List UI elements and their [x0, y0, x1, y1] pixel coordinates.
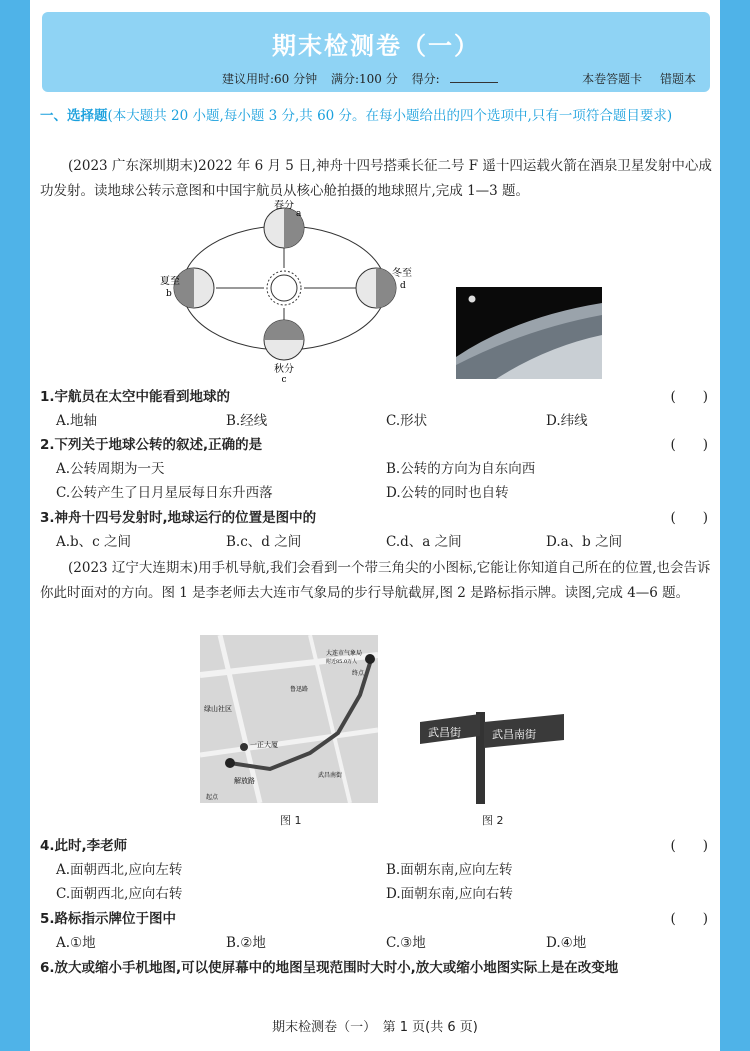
road1-label: 解放路 [234, 777, 255, 785]
dest-label: 大连市气象局 [326, 650, 363, 657]
earth-photo [456, 287, 602, 379]
answer-paren[interactable]: ( ) [670, 389, 708, 405]
summer-label: 夏至 [160, 276, 180, 287]
time-label: 建议用时:60 分钟 [222, 72, 318, 86]
intro-2: (2023 辽宁大连期末)用手机导航,我们会看到一个带三角尖的小图标,它能让你知道自己所在的位置,也会告诉你此时面对的方向。图 1 是李老师去大连市气象局的步行导航截屏,图 2 是路标指示牌。读图,完成 4—6 题。 [40, 560, 711, 601]
winter-label: 冬至 [392, 268, 412, 279]
q2-option-c[interactable]: C.公转产生了日月星辰每日东升西落 [56, 485, 273, 501]
question-stem: 5.路标指示牌位于图中 [40, 911, 177, 927]
page-footer: 期末检测卷（一） 第 1 页(共 6 页) [272, 1020, 478, 1035]
exam-info [222, 70, 508, 87]
answer-paren[interactable]: ( ) [670, 510, 708, 526]
q3-option-d[interactable]: D.a、b 之间 [546, 534, 623, 550]
section-title: 一、选择题 [40, 108, 108, 124]
question-stem: 4.此时,李老师 [40, 838, 128, 854]
road3-label: 鲁迅路 [290, 686, 309, 693]
question-stem: 1.宇航员在太空中能看到地球的 [40, 389, 231, 405]
section-header [40, 104, 716, 129]
question-2 [40, 433, 716, 457]
score-blank[interactable] [450, 72, 498, 83]
end-icon [365, 654, 375, 664]
road2-label: 武昌南街 [318, 772, 343, 779]
score-label: 满分:100 分 [330, 72, 398, 86]
question-4 [40, 834, 716, 858]
spring-letter: a [296, 209, 302, 219]
q4-option-a[interactable]: A.面朝西北,应向左转 [56, 862, 183, 878]
question-6 [40, 956, 716, 980]
answer-paren[interactable]: ( ) [670, 838, 708, 854]
earth-winter-icon [356, 268, 396, 308]
sun-icon [267, 271, 301, 305]
marker-icon [240, 743, 248, 751]
question-3 [40, 506, 716, 530]
answer-paren[interactable]: ( ) [670, 911, 708, 927]
spring-label: 春分 [274, 200, 294, 211]
question-stem: 6.放大或缩小手机地图,可以使屏幕中的地图呈现范围时大时小,放大或缩小地图实际上是在改变地 [40, 960, 619, 976]
header-links [568, 70, 696, 87]
question-1 [40, 385, 716, 409]
get-label: 得分: [411, 72, 440, 86]
page [30, 0, 720, 1051]
q3-option-c[interactable]: C.d、a 之间 [386, 534, 462, 550]
q1-option-d[interactable]: D.纬线 [546, 413, 588, 429]
start-label: 起点 [206, 794, 219, 801]
q1-option-a[interactable]: A.地轴 [56, 413, 98, 429]
fig1-caption: 图 1 [280, 814, 302, 827]
page-title: 期末检测卷（一） [272, 32, 480, 60]
question-5 [40, 907, 716, 931]
q5-option-a[interactable]: A.①地 [56, 935, 96, 951]
answer-card-link[interactable]: 本卷答题卡 [582, 72, 643, 86]
q5-option-b[interactable]: B.②地 [226, 935, 266, 951]
intro-1: (2023 广东深圳期末)2022 年 6 月 5 日,神舟十四号搭乘长征二号 F 遥十四运载火箭在酒泉卫星发射中心成功发射。读地球公转示意图和中国宇航员从核心舱拍摄的地球照片,完成 1—3 题。 [40, 158, 712, 199]
question-stem: 3.神舟十四号发射时,地球运行的位置是图中的 [40, 510, 317, 526]
q1-option-b[interactable]: B.经线 [226, 413, 268, 429]
wrong-book-link[interactable]: 错题本 [659, 72, 696, 86]
autumn-label: 秋分 [274, 364, 294, 375]
q3-option-b[interactable]: B.c、d 之间 [226, 534, 302, 550]
q2-option-b[interactable]: B.公转的方向为自东向西 [386, 461, 536, 477]
q4-option-b[interactable]: B.面朝东南,应向左转 [386, 862, 513, 878]
header [42, 12, 710, 92]
start-icon [225, 758, 235, 768]
right-border [720, 0, 750, 1051]
left-border [0, 0, 30, 1051]
sign-right-text: 武昌南街 [492, 728, 536, 741]
q4-option-c[interactable]: C.面朝西北,应向右转 [56, 886, 183, 902]
q2-option-d[interactable]: D.公转的同时也自转 [386, 485, 509, 501]
winter-letter: d [400, 281, 406, 291]
section-desc: (本大题共 20 小题,每小题 3 分,共 60 分。在每小题给出的四个选项中,只有一项符合题目要求) [107, 108, 673, 124]
fig2-caption: 图 2 [482, 814, 504, 827]
q3-option-a[interactable]: A.b、c 之间 [56, 534, 132, 550]
end-label: 终点 [352, 670, 365, 677]
answer-paren[interactable]: ( ) [670, 437, 708, 453]
q5-option-d[interactable]: D.④地 [546, 935, 587, 951]
dest-sub: 附近85.0万人 [326, 659, 358, 665]
q2-option-a[interactable]: A.公转周期为一天 [56, 461, 165, 477]
navigation-map [200, 635, 378, 803]
mall-label: 一正大厦 [250, 741, 278, 749]
autumn-letter: c [281, 375, 287, 385]
earth-autumn-icon [264, 320, 304, 360]
summer-letter: b [166, 289, 172, 299]
moon-icon [469, 296, 476, 303]
earth-summer-icon [174, 268, 214, 308]
question-stem: 2.下列关于地球公转的叙述,正确的是 [40, 437, 263, 453]
sign-left-text: 武昌街 [428, 726, 461, 739]
q1-option-c[interactable]: C.形状 [386, 413, 428, 429]
road-sign [418, 706, 566, 806]
park-label: 绿山社区 [204, 705, 232, 713]
orbit-diagram [156, 200, 426, 390]
q5-option-c[interactable]: C.③地 [386, 935, 426, 951]
q4-option-d[interactable]: D.面朝东南,应向右转 [386, 886, 513, 902]
